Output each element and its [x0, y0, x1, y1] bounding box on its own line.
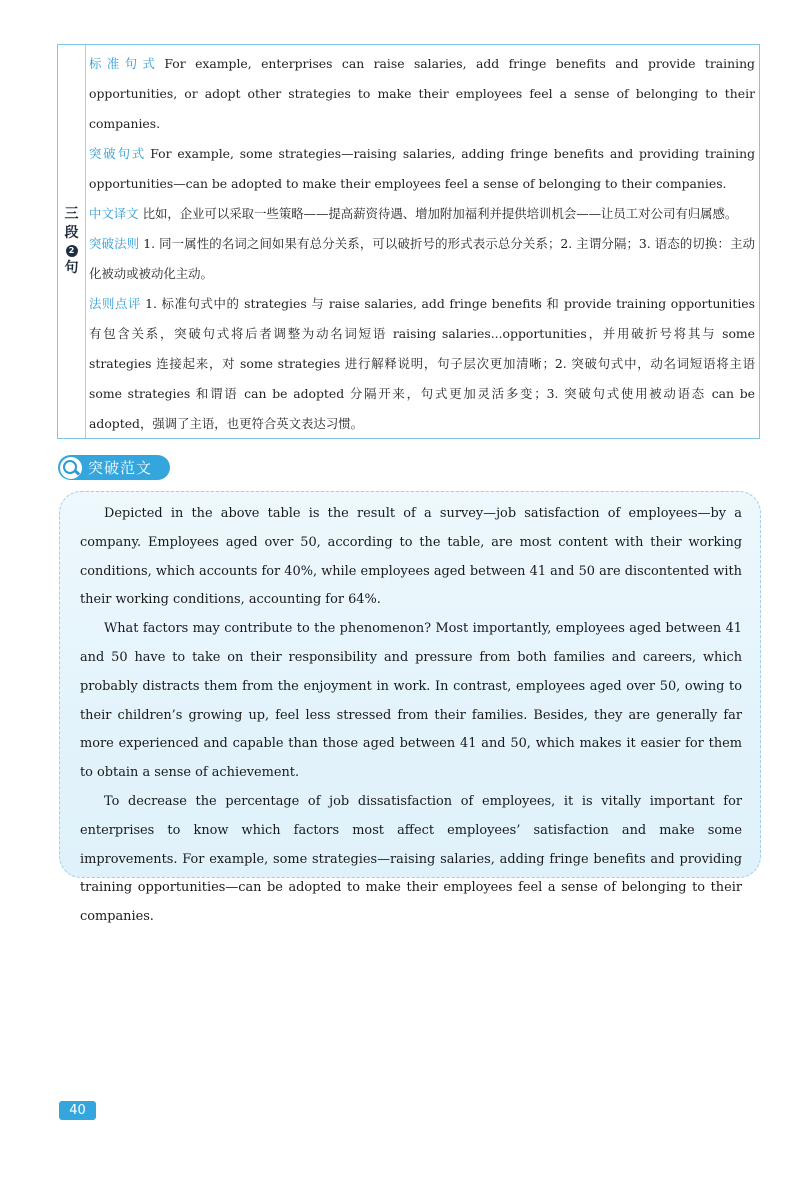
note-chinese-translation	[89, 199, 755, 229]
note-text: 比如，企业可以采取一些策略——提高薪资待遇、增加附加福利并提供培训机会——让员工对公司有归属感。	[142, 206, 738, 221]
note-text: For example, enterprises can raise salaries, add fringe benefits and provide training opportunities, or adopt other strategies to make their employees feel a sense of belonging to their companies.	[89, 56, 755, 131]
notes-content	[89, 49, 755, 439]
side-label	[58, 45, 86, 438]
note-rule-comment	[89, 289, 755, 439]
side-label-char-2: 段	[64, 225, 79, 241]
essay-body	[80, 500, 742, 932]
essay-paragraph-1: Depicted in the above table is the result of a survey—job satisfaction of employees—by a company. Employees aged over 50, according to the table, are most content with their working conditions, which accounts for 40%, while employees aged between 41 and 50 are discontented with their working conditions, accounting for 64%.	[80, 506, 742, 608]
note-tag: 中文译文	[89, 206, 139, 221]
note-breakthrough-sentence	[89, 139, 755, 199]
note-tag: 法则点评	[89, 296, 142, 311]
note-text: 1. 标准句式中的 strategies 与 raise salaries, add fringe benefits 和 provide training opportunities 有包含关系，突破句式将后者调整为动名词短语 raising salaries...opportunities，并用破折号将其与 some strategies 连接起来，对 some strategies 进行解释说明，句子层次更加清晰；2. 突破句式中，动名词短语将主语 some strategies 和谓语 can be adopted 分隔开来，句式更加灵活多变；3. 突破句式使用被动语态 can be adopted，强调了主语，也更符合英文表达习惯。	[89, 296, 756, 431]
sentence-analysis-box	[57, 44, 760, 439]
model-essay-box	[59, 491, 761, 925]
note-standard-sentence	[89, 49, 755, 139]
side-label-char-1: 三	[64, 206, 79, 222]
note-breakthrough-rule	[89, 229, 755, 289]
side-label-badge: 2	[66, 245, 78, 257]
note-tag: 标准句式	[89, 56, 161, 71]
section-title-text: 突破范文	[88, 459, 153, 477]
side-label-char-3: 句	[64, 260, 79, 276]
note-text: For example, some strategies—raising salaries, adding fringe benefits and providing training opportunities—can be adopted to make their employees feel a sense of belonging to their companies.	[89, 146, 756, 191]
section-title	[58, 455, 170, 480]
search-icon	[60, 457, 82, 479]
essay-paragraph-2: What factors may contribute to the phenomenon? Most importantly, employees aged between 41 and 50 have to take on their responsibility and pressure from both families and careers, which probably distracts them from the enjoyment in work. In contrast, employees aged over 50, owing to their children’s growing up, feel less stressed from their families. Besides, they are generally far more experienced and capable than those aged between 41 and 50, which makes it easier for them to obtain a sense of achievement.	[80, 621, 742, 781]
note-tag: 突破法则	[89, 236, 140, 251]
essay-paragraph-3: To decrease the percentage of job dissatisfaction of employees, it is vitally important for enterprises to know which factors most affect employees’ satisfaction and make some improvements. For example, some strategies—raising salaries, adding fringe benefits and providing training opportunities—can be adopted to make their employees feel a sense of belonging to their companies.	[80, 793, 742, 925]
page-number: 40	[59, 1101, 96, 1120]
note-tag: 突破句式	[89, 146, 147, 161]
note-text: 1. 同一属性的名词之间如果有总分关系，可以破折号的形式表示总分关系；2. 主谓分隔；3. 语态的切换：主动化被动或被动化主动。	[89, 236, 756, 281]
